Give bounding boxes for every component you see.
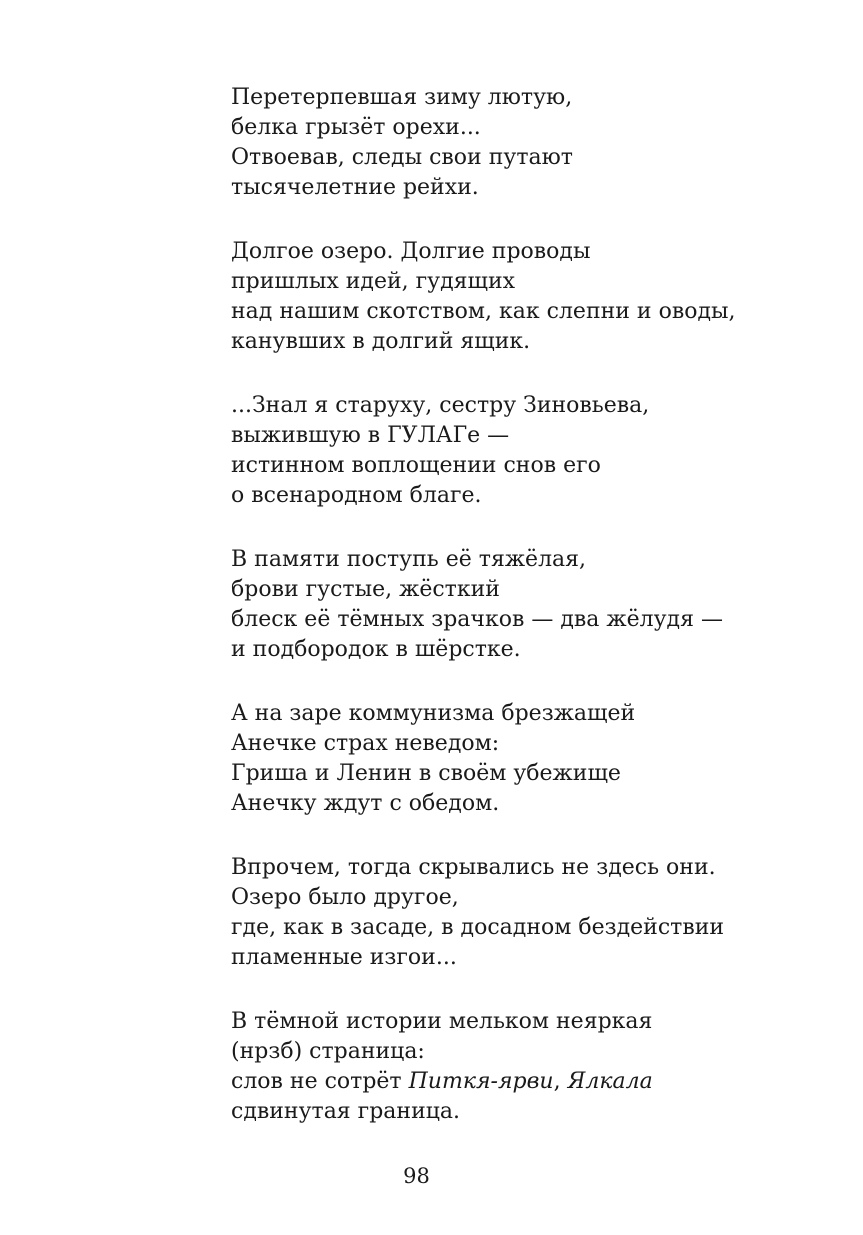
- line-text: слов не сотрёт: [231, 1069, 409, 1094]
- poem-line: выжившую в ГУЛАГе —: [231, 423, 510, 448]
- stanza-2: [231, 237, 831, 357]
- poem-line: Впрочем, тогда скрывались не здесь они.: [231, 855, 716, 880]
- stanza-6: [231, 853, 831, 973]
- poem-line: Озеро было другое,: [231, 885, 459, 910]
- poem-line: брови густые, жёсткий: [231, 577, 500, 602]
- poem-line: о всенародном благе.: [231, 483, 482, 508]
- poem-line: В памяти поступь её тяжёлая,: [231, 547, 587, 572]
- stanza-7: [231, 1007, 831, 1127]
- poem-line: Перетерпевшая зиму лютую,: [231, 85, 573, 110]
- poem-line: Гриша и Ленин в своём убежище: [231, 761, 621, 786]
- poem-line-with-place-names: [231, 1067, 831, 1097]
- poem-line: сдвинутая граница.: [231, 1099, 460, 1124]
- poem-line: Отвоевав, следы свои путают: [231, 145, 573, 170]
- poem-line: где, как в засаде, в досадном бездействии: [231, 915, 725, 940]
- poem-line: Анечке страх неведом:: [231, 731, 500, 756]
- poem-line: пламенные изгои...: [231, 945, 457, 970]
- poem-line: белка грызёт орехи...: [231, 115, 481, 140]
- poem-line: пришлых идей, гудящих: [231, 269, 516, 294]
- place-name-pitkyayarvi: Питкя-ярви: [408, 1069, 554, 1094]
- poem-line: ...Знал я старуху, сестру Зиновьева,: [231, 393, 650, 418]
- poem-line: и подбородок в шёрстке.: [231, 637, 521, 662]
- poem: [231, 83, 831, 1161]
- poem-line: над нашим скотством, как слепни и оводы,: [231, 299, 736, 324]
- page-number: 98: [403, 1164, 430, 1188]
- place-name-yalkala: Ялкала: [567, 1069, 653, 1094]
- poem-line: А на заре коммунизма брезжащей: [231, 701, 636, 726]
- poem-line: (нрзб) страница:: [231, 1039, 425, 1064]
- poem-line: Анечку ждут с обедом.: [231, 791, 500, 816]
- stanza-4: [231, 545, 831, 665]
- poem-line: Долгое озеро. Долгие проводы: [231, 239, 591, 264]
- poem-line: тысячелетние рейхи.: [231, 175, 479, 200]
- stanza-5: [231, 699, 831, 819]
- poem-line: блеск её тёмных зрачков — два жёлудя —: [231, 607, 723, 632]
- line-comma: ,: [553, 1069, 568, 1094]
- poem-line: истинном воплощении снов его: [231, 453, 601, 478]
- stanza-1: [231, 83, 831, 203]
- poem-line: В тёмной истории мельком неяркая: [231, 1009, 653, 1034]
- poem-line: канувших в долгий ящик.: [231, 329, 531, 354]
- stanza-3: [231, 391, 831, 511]
